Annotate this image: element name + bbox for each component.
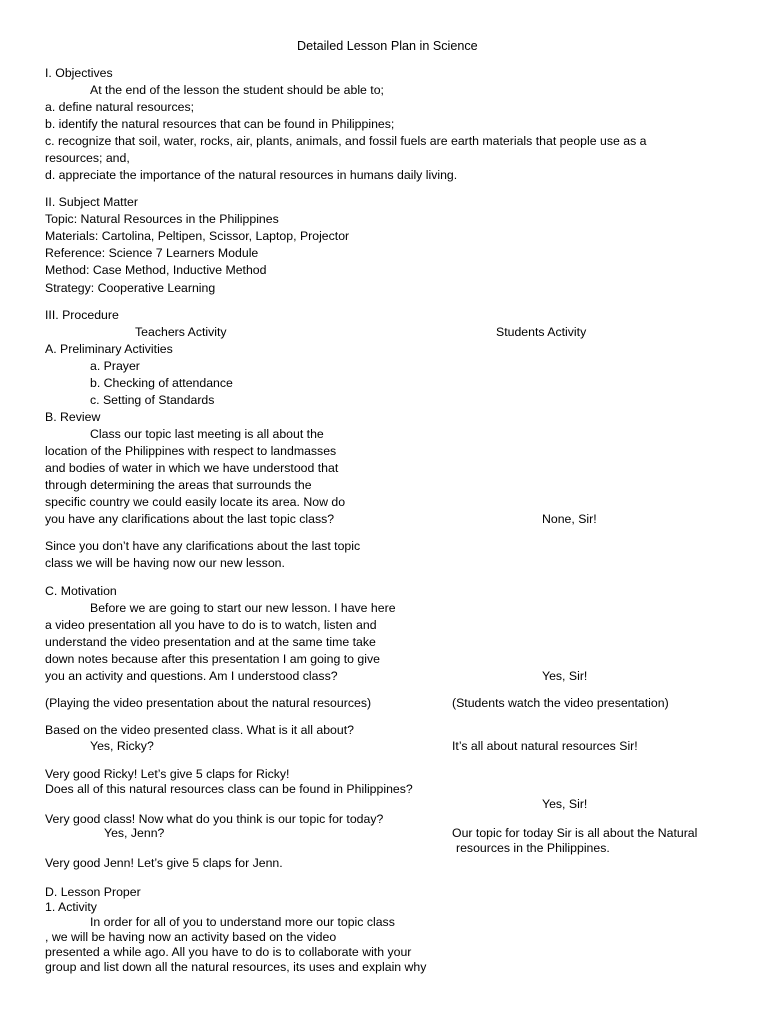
subject-topic: Topic: Natural Resources in the Philippines (45, 212, 279, 226)
motivation-line: down notes because after this presentation I am going to give (45, 652, 380, 666)
review-followup: Since you don’t have any clarifications about the last topic (45, 539, 361, 553)
review-heading: B. Review (45, 410, 101, 424)
objective-item: c. recognize that soil, water, rocks, air, plants, animals, and fossil fuels are earth materials that people use as a (45, 134, 647, 148)
teacher-question: Does all of this natural resources class can be found in Philippines? (45, 782, 413, 796)
motivation-line: understand the video presentation and at the same time take (45, 635, 376, 649)
review-line: you have any clarifications about the last topic class? (45, 512, 335, 526)
teacher-call: Yes, Ricky? (90, 739, 154, 753)
student-action: (Students watch the video presentation) (452, 696, 669, 710)
teacher-call: Yes, Jenn? (104, 826, 165, 840)
activity-line: In order for all of you to understand more our topic class (90, 915, 395, 929)
teachers-activity-header: Teachers Activity (135, 325, 227, 339)
subject-matter-heading: II. Subject Matter (45, 195, 138, 209)
objective-item: resources; and, (45, 151, 130, 165)
subject-strategy: Strategy: Cooperative Learning (45, 281, 216, 295)
objective-item: b. identify the natural resources that can be found in Philippines; (45, 117, 395, 131)
student-reply: None, Sir! (542, 512, 597, 526)
student-answer: It’s all about natural resources Sir! (452, 739, 638, 753)
teacher-praise: Very good Ricky! Let’s give 5 claps for Ricky! (45, 767, 290, 781)
student-answer: Our topic for today Sir is all about the Natural (452, 826, 698, 840)
motivation-line: a video presentation all you have to do is to watch, listen and (45, 618, 377, 632)
review-line: and bodies of water in which we have understood that (45, 461, 339, 475)
subject-reference: Reference: Science 7 Learners Module (45, 246, 259, 260)
subject-method: Method: Case Method, Inductive Method (45, 263, 267, 277)
motivation-line: Before we are going to start our new lesson. I have here (90, 601, 396, 615)
activity-line: group and list down all the natural resources, its uses and explain why (45, 960, 427, 974)
preliminary-heading: A. Preliminary Activities (45, 342, 173, 356)
review-line: through determining the areas that surrounds the (45, 478, 312, 492)
teacher-praise: Very good Jenn! Let’s give 5 claps for Jenn. (45, 856, 283, 870)
activity-line: presented a while ago. All you have to do is to collaborate with your (45, 945, 412, 959)
preliminary-item: b. Checking of attendance (90, 376, 233, 390)
objectives-heading: I. Objectives (45, 66, 113, 80)
objectives-intro: At the end of the lesson the student should be able to; (90, 83, 384, 97)
subject-materials: Materials: Cartolina, Peltipen, Scissor, Laptop, Projector (45, 229, 350, 243)
preliminary-item: a. Prayer (90, 359, 140, 373)
motivation-line: you an activity and questions. Am I understood class? (45, 669, 338, 683)
teacher-action: (Playing the video presentation about the natural resources) (45, 696, 372, 710)
students-activity-header: Students Activity (496, 325, 587, 339)
review-line: location of the Philippines with respect to landmasses (45, 444, 337, 458)
teacher-question: Based on the video presented class. What is it all about? (45, 723, 354, 737)
student-reply: Yes, Sir! (542, 797, 588, 811)
document-title: Detailed Lesson Plan in Science (297, 39, 478, 53)
motivation-heading: C. Motivation (45, 584, 117, 598)
objective-item: a. define natural resources; (45, 100, 195, 114)
preliminary-item: c. Setting of Standards (90, 393, 215, 407)
teacher-question: Very good class! Now what do you think is our topic for today? (45, 812, 384, 826)
review-followup: class we will be having now our new lesson. (45, 556, 285, 570)
student-reply: Yes, Sir! (542, 669, 588, 683)
lesson-proper-heading: D. Lesson Proper (45, 885, 141, 899)
student-answer: resources in the Philippines. (456, 841, 610, 855)
review-line: specific country we could easily locate its area. Now do (45, 495, 346, 509)
activity-heading: 1. Activity (45, 900, 97, 914)
objective-item: d. appreciate the importance of the natural resources in humans daily living. (45, 168, 458, 182)
review-line: Class our topic last meeting is all about the (90, 427, 324, 441)
procedure-heading: III. Procedure (45, 308, 119, 322)
activity-line: , we will be having now an activity based on the video (45, 930, 337, 944)
